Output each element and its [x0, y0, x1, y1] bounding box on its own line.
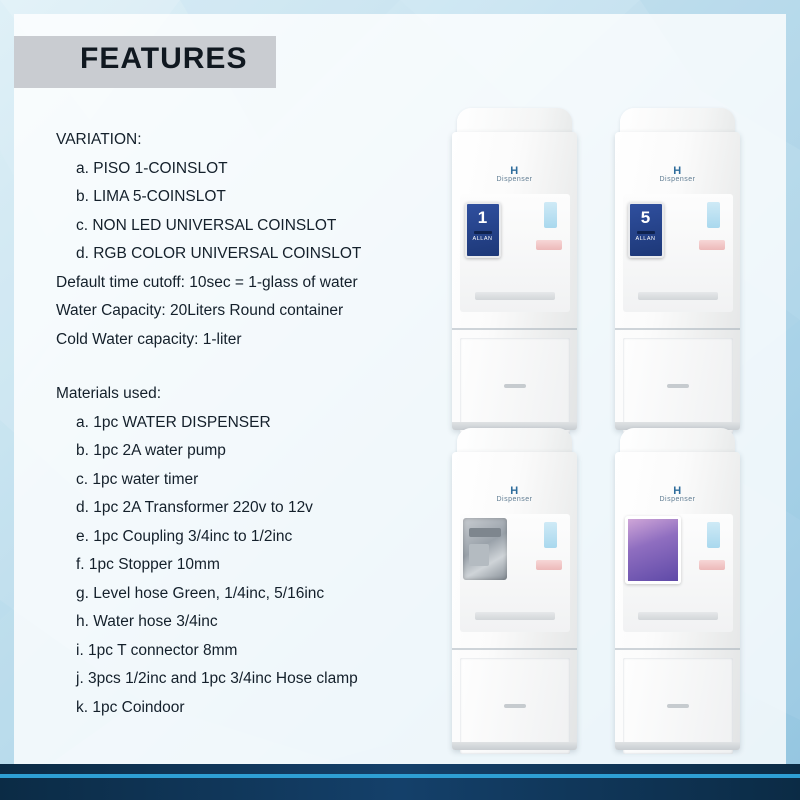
drip-tray — [475, 292, 555, 300]
hot-water-tap — [699, 240, 725, 250]
coinslot-module: 5 ALLAN — [628, 202, 664, 258]
cold-water-tap — [707, 202, 720, 228]
body-seam — [615, 328, 740, 330]
dispenser-image-non-led-universal-coinslot — [452, 428, 577, 750]
dispenser-body — [452, 132, 577, 430]
variation-item-a: a. PISO 1-COINSLOT — [76, 159, 228, 177]
coin-slot-icon — [637, 231, 655, 234]
coinslot-mech-top — [469, 528, 501, 537]
dispenser-image-rgb-color-universal-coinslot — [615, 428, 740, 750]
material-item-j: j. 3pcs 1/2inc and 1pc 3/4inc Hose clamp — [76, 670, 358, 687]
cold-water-tap — [544, 202, 557, 228]
material-item-f: f. 1pc Stopper 10mm — [76, 556, 220, 573]
drip-tray — [638, 612, 718, 620]
door-handle — [667, 704, 689, 708]
body-seam — [615, 648, 740, 650]
spec-time-cutoff: Default time cutoff: 10sec = 1-glass of water — [56, 273, 358, 291]
door-handle — [504, 384, 526, 388]
coinslot-module: 1 ALLAN — [465, 202, 501, 258]
material-item-k: k. 1pc Coindoor — [76, 698, 185, 716]
hot-water-tap — [536, 560, 562, 570]
material-item-i: i. 1pc T connector 8mm — [76, 641, 238, 659]
dispenser-body — [452, 452, 577, 750]
drip-tray — [638, 292, 718, 300]
page-title: FEATURES — [80, 42, 248, 75]
coin-slot-icon — [474, 231, 492, 234]
dispenser-logo: H Dispenser — [496, 485, 533, 503]
footer-bar — [0, 764, 800, 800]
dispenser-logo: H Dispenser — [659, 165, 696, 183]
hot-water-tap — [699, 560, 725, 570]
material-item-b: b. 1pc 2A water pump — [76, 442, 226, 459]
dispenser-base — [452, 742, 577, 750]
hot-water-tap — [536, 240, 562, 250]
dispenser-logo: H Dispenser — [496, 165, 533, 183]
variation-heading: VARIATION: — [56, 131, 142, 148]
door-handle — [667, 384, 689, 388]
dispenser-logo: H Dispenser — [659, 485, 696, 503]
variation-item-d: d. RGB COLOR UNIVERSAL COINSLOT — [76, 245, 362, 262]
material-item-c: c. 1pc water timer — [76, 470, 199, 488]
footer-accent-line — [0, 774, 800, 778]
drip-tray — [475, 612, 555, 620]
universal-coinslot-module — [463, 518, 507, 580]
variation-item-c: c. NON LED UNIVERSAL COINSLOT — [76, 216, 337, 234]
spec-cold-water-capacity: Cold Water capacity: 1-liter — [56, 330, 242, 348]
material-item-e: e. 1pc Coupling 3/4inc to 1/2inc — [76, 527, 293, 545]
spec-water-capacity: Water Capacity: 20Liters Round container — [56, 302, 344, 319]
materials-heading: Materials used: — [56, 385, 162, 402]
dispenser-image-lima-5-coinslot — [615, 108, 740, 430]
door-handle — [504, 704, 526, 708]
dispenser-base — [615, 742, 740, 750]
material-item-d: d. 1pc 2A Transformer 220v to 12v — [76, 499, 313, 516]
material-item-h: h. Water hose 3/4inc — [76, 613, 218, 630]
cold-water-tap — [707, 522, 720, 548]
header-band-left — [14, 36, 46, 88]
body-seam — [452, 648, 577, 650]
cold-water-tap — [544, 522, 557, 548]
dispenser-image-piso-1-coinslot — [452, 108, 577, 430]
body-seam — [452, 328, 577, 330]
rgb-led-coinslot-module — [625, 516, 681, 584]
variation-item-b: b. LIMA 5-COINSLOT — [76, 188, 226, 205]
coinslot-mech-body — [469, 544, 489, 566]
dispenser-body — [615, 452, 740, 750]
material-item-a: a. 1pc WATER DISPENSER — [76, 413, 271, 431]
material-item-g: g. Level hose Green, 1/4inc, 5/16inc — [76, 584, 325, 602]
features-text-column — [56, 132, 456, 728]
section-spacer — [56, 360, 456, 386]
dispenser-body — [615, 132, 740, 430]
